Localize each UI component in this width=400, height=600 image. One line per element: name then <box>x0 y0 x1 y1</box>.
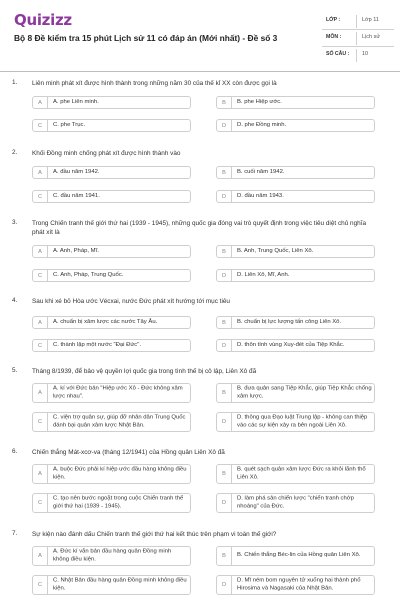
question-text: Tháng 8/1939, để bảo vệ quyền lợi quốc gia trong tình thế bị cô lập, Liên Xô đã <box>32 368 257 375</box>
question-number: 4. <box>12 297 18 304</box>
option-text: C. Anh, Pháp, Trung Quốc. <box>53 271 124 278</box>
option-text: C. đầu năm 1941. <box>53 192 100 199</box>
option-letter: B <box>217 97 232 108</box>
page-header <box>0 0 400 72</box>
option-b[interactable] <box>216 166 375 179</box>
option-d[interactable] <box>216 190 375 203</box>
option-letter: D <box>217 413 232 431</box>
option-text: B. phe Hiệp ước. <box>237 98 282 105</box>
option-d[interactable] <box>216 493 375 513</box>
option-c[interactable] <box>32 339 191 352</box>
option-letter: A <box>33 246 48 257</box>
option-text: D. đầu năm 1943. <box>237 192 284 199</box>
option-letter: A <box>33 384 48 402</box>
option-a[interactable] <box>32 546 191 566</box>
option-text: B. quét sạch quân xâm lược Đức ra khỏi lãnh thổ Liên Xô. <box>237 466 366 480</box>
question-text: Khối Đồng minh chống phát xít được hình thành vào <box>32 150 181 157</box>
option-letter: B <box>217 317 232 328</box>
meta-value: 10 <box>362 51 369 57</box>
option-letter: C <box>33 340 48 351</box>
option-text: A. chuẩn bị xâm lược các nước Tây Âu. <box>53 318 158 325</box>
option-text: B. đưa quân sang Tiệp Khắc, giúp Tiệp Khắc chống xâm lược. <box>237 385 372 399</box>
option-text: B. chuẩn bị lực lượng tấn công Liên Xô. <box>237 318 342 325</box>
question-text: Trong Chiến tranh thế giới thứ hai (1939 - 1945), những quốc gia đóng vai trò quyết định trong việc tiêu diệt chủ nghĩa phát xít là <box>32 220 367 237</box>
option-letter: A <box>33 167 48 178</box>
option-text: C. tạo nên bước ngoặt trong cuộc Chiến tranh thế giới thứ hai (1939 - 1945). <box>53 495 184 509</box>
question-text: Sự kiện nào đánh dấu Chiến tranh thế giới thứ hai kết thúc trên phạm vi toàn thế giới? <box>32 531 277 538</box>
option-b[interactable] <box>216 464 375 484</box>
option-letter: C <box>33 270 48 281</box>
option-d[interactable] <box>216 412 375 432</box>
option-c[interactable] <box>32 412 191 432</box>
option-letter: D <box>217 270 232 281</box>
option-b[interactable] <box>216 316 375 329</box>
option-text: B. Anh, Trung Quốc, Liên Xô. <box>237 247 314 254</box>
option-text: D. phe Đồng minh. <box>237 121 287 128</box>
option-text: D. thôn tính vùng Xuy-đét của Tiệp Khắc. <box>237 341 345 348</box>
option-letter: A <box>33 97 48 108</box>
option-letter: A <box>33 547 48 565</box>
meta-row-class <box>322 13 394 30</box>
option-letter: D <box>217 191 232 202</box>
option-text: D. làm phá sản chiến lược "chiến tranh chớp nhoáng" của Đức. <box>237 495 354 509</box>
option-text: C. thành lập một nước "Đại Đức". <box>53 341 141 348</box>
option-c[interactable] <box>32 493 191 513</box>
option-a[interactable] <box>32 245 191 258</box>
option-text: C. viện trợ quân sự, giúp đỡ nhân dân Trung Quốc đánh bại quân xâm lược Nhật Bản. <box>53 414 186 428</box>
option-a[interactable] <box>32 464 191 484</box>
option-b[interactable] <box>216 96 375 109</box>
option-d[interactable] <box>216 269 375 282</box>
option-c[interactable] <box>32 575 191 595</box>
option-c[interactable] <box>32 190 191 203</box>
option-text: C. Nhật Bản đầu hàng quân Đồng minh không điều kiện. <box>53 577 187 591</box>
meta-divider <box>356 15 357 28</box>
option-letter: B <box>217 167 232 178</box>
option-a[interactable] <box>32 96 191 109</box>
meta-key: SỐ CÂU : <box>326 51 350 57</box>
option-letter: D <box>217 120 232 131</box>
option-a[interactable] <box>32 166 191 179</box>
question-text: Chiến thắng Mát-xcơ-va (tháng 12/1941) của Hồng quân Liên Xô đã <box>32 449 225 456</box>
meta-row-subject <box>322 30 394 47</box>
option-b[interactable] <box>216 245 375 258</box>
option-letter: C <box>33 576 48 594</box>
option-text: A. phe Liên minh. <box>53 98 99 105</box>
option-letter: B <box>217 384 232 402</box>
option-d[interactable] <box>216 575 375 595</box>
option-letter: B <box>217 465 232 483</box>
question-number: 2. <box>12 149 18 156</box>
option-letter: B <box>217 547 232 565</box>
question-text: Sau khi xé bỏ Hòa ước Vécxai, nước Đức phát xít hướng tới mục tiêu <box>32 298 230 305</box>
option-a[interactable] <box>32 316 191 329</box>
option-text: A. Đức kí văn bản đầu hàng quân Đồng minh không điều kiện. <box>53 548 172 562</box>
option-text: D. thông qua Đạo luật Trung lập - không can thiệp vào các sự kiện xảy ra bên ngoài Liên Xô. <box>237 414 368 428</box>
option-c[interactable] <box>32 269 191 282</box>
option-b[interactable] <box>216 546 375 566</box>
page-title: Bộ 8 Đề kiểm tra 15 phút Lịch sử 11 có đáp án (Mới nhất) - Đề số 3 <box>14 33 278 43</box>
option-letter: C <box>33 120 48 131</box>
option-d[interactable] <box>216 119 375 132</box>
option-text: A. kí với Đức bản "Hiệp ước Xô - Đức không xâm lược nhau". <box>53 385 183 399</box>
question-number: 1. <box>12 79 18 86</box>
option-letter: C <box>33 191 48 202</box>
option-letter: A <box>33 465 48 483</box>
meta-value: Lịch sử <box>362 34 381 40</box>
option-letter: B <box>217 246 232 257</box>
option-text: D. Mĩ ném bom nguyên tử xuống hai thành phố Hirosima và Nagasaki của Nhật Bản. <box>237 577 361 591</box>
meta-value: Lớp 11 <box>362 17 379 23</box>
meta-key: MÔN : <box>326 34 342 40</box>
option-text: D. Liên Xô, Mĩ, Anh. <box>237 271 290 278</box>
option-letter: C <box>33 413 48 431</box>
meta-divider <box>356 32 357 45</box>
option-letter: D <box>217 576 232 594</box>
meta-divider <box>356 49 357 62</box>
option-letter: C <box>33 494 48 512</box>
option-text: A. buộc Đức phải kí hiệp ước đầu hàng không điều kiện. <box>53 466 187 480</box>
meta-table <box>322 13 394 64</box>
option-text: A. Anh, Pháp, Mĩ. <box>53 247 99 254</box>
option-text: B. Chiến thắng Béc-lin của Hồng quân Liên Xô. <box>237 552 361 559</box>
question-number: 6. <box>12 448 18 455</box>
option-text: A. đầu năm 1942. <box>53 168 100 175</box>
question-number: 5. <box>12 367 18 374</box>
question-text: Liên minh phát xít được hình thành trong những năm 30 của thế kỉ XX còn được gọi là <box>32 80 277 87</box>
option-text: C. phe Trục. <box>53 121 86 128</box>
meta-key: LỚP : <box>326 17 341 23</box>
option-b[interactable] <box>216 383 375 403</box>
quizizz-logo: Quizizz <box>14 11 72 29</box>
option-letter: A <box>33 317 48 328</box>
option-letter: D <box>217 494 232 512</box>
question-number: 3. <box>12 219 18 226</box>
option-letter: D <box>217 340 232 351</box>
option-c[interactable] <box>32 119 191 132</box>
meta-row-count <box>322 47 394 64</box>
option-a[interactable] <box>32 383 191 403</box>
option-d[interactable] <box>216 339 375 352</box>
question-number: 7. <box>12 530 18 537</box>
option-text: B. cuối năm 1942. <box>237 168 285 175</box>
